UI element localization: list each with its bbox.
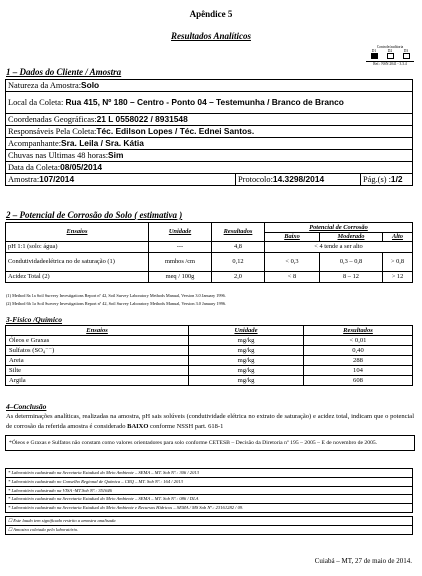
header-unit: Unidade — [149, 223, 212, 242]
disclaimer-text: ☐ Este laudo tem significado restrito a amostra analisada — [6, 516, 413, 525]
cell-test: pH 1:1 (solo: água) — [6, 242, 149, 253]
corrosion-table — [5, 222, 413, 283]
appendix-title: Apêndice 5 — [189, 9, 233, 19]
stamp-footer: Ref.: NSN 2041 - 3.3.4 — [366, 61, 414, 66]
cell-test: Areia — [6, 356, 189, 366]
corrosion-row — [6, 253, 413, 272]
lab-registrations — [5, 468, 413, 535]
lab-text: * Laboratório cadastrado na Secretaria Estadual do Meio Ambiente e Recursos Hídricos – SEMA / MS Sob Nº.: 23161282 / 09. — [6, 504, 413, 513]
lab-row — [6, 477, 413, 486]
header-test: Ensaios — [6, 223, 149, 242]
cell-result: 608 — [304, 376, 413, 386]
cell-unit: mmhos /cm — [149, 253, 212, 272]
client-cell: Responsáveis Pela Coleta:Téc. Edilson Lopes / Téc. Ednei Santos. — [6, 126, 413, 138]
header-high: Alto — [383, 232, 413, 242]
client-row — [6, 92, 413, 114]
client-cell: Acompanhante:Sra. Leila / Sra. Kátia — [6, 138, 413, 150]
client-cell: Local da Coleta: Rua 415, Nº 180 – Centro - Ponto 04 – Testemunha / Branco de Branco — [6, 92, 413, 114]
cell-high: > 0,8 — [383, 253, 413, 272]
client-row — [6, 174, 413, 186]
document-title: Resultados Analíticos — [171, 31, 251, 41]
cell-unit: meq / 100g — [149, 272, 212, 283]
physical-row — [6, 336, 413, 346]
cell-test: Acidez Total (2) — [6, 272, 149, 283]
section-physical-title: 3-Físico /Químico — [6, 315, 63, 324]
cell-unit: mg/kg — [189, 336, 304, 346]
header-result: Resultados — [212, 223, 265, 242]
header-result: Resultados — [304, 326, 413, 336]
cell-unit: mg/kg — [189, 366, 304, 376]
client-cell: Data da Coleta:08/05/2014 — [6, 162, 413, 174]
physical-row — [6, 356, 413, 366]
lab-text: * Laboratório cadastrado na Secretaria Estadual do Meio Ambiente – SEMA – MT. Sob Nº.: 306 / 2013 — [6, 469, 413, 478]
client-row — [6, 162, 413, 174]
physical-row — [6, 346, 413, 356]
physical-table — [5, 325, 413, 386]
control-stamp — [366, 45, 414, 71]
cell-low: < 0,3 — [265, 253, 320, 272]
header-low: Baixo — [265, 232, 320, 242]
lab-text: * Laboratório cadastrado na VISA -MT.Sob Nº.: 351646 — [6, 486, 413, 495]
conclusion-note: *Óleos e Graxas e Sulfatos não constam como valores orientadores para solo conforme CETESB – Decisão da Diretoria nº 195 – 2005 – E de novembro de 2005. — [5, 435, 415, 451]
cell-test: Sulfatos (SO₄⁻⁻) — [6, 346, 189, 356]
stamp-label: D2 — [387, 49, 393, 54]
cell-result: 4,8 — [212, 242, 265, 253]
method-note: (2) Method 6h 1a Soil Survery Investigations Report nº 42, Soil Survey Laboratory Methods Manual, Version 3.0 January 1996. — [6, 301, 227, 306]
cell-test: Argila — [6, 376, 189, 386]
cell-potential: < 4 tende a ser alto — [265, 242, 413, 253]
client-cell: Chuvas nas Ultimas 48 horas:Sim — [6, 150, 413, 162]
physical-row — [6, 376, 413, 386]
cell-high: > 12 — [383, 272, 413, 283]
client-cell: Coordenadas Geográficas:21 L 0558022 / 8931548 — [6, 114, 413, 126]
conclusion-text: As determinações analíticas, realizadas na amostra, pH sais solúveis (condutividade elétrica no extrato de saturação) e acidez total, indicam que o potencial de corrosão da referida amostra é considerado BAIXO conforme NSSH part. 618-1 — [6, 413, 414, 430]
section-client-title: 1 – Dados do Cliente / Amostra — [6, 67, 122, 77]
stamp-label: D1 — [371, 49, 377, 54]
cell-moderate: 0,3 – 0,8 — [320, 253, 383, 272]
header-unit: Unidade — [189, 326, 304, 336]
corrosion-row — [6, 242, 413, 253]
corrosion-header-row — [6, 223, 413, 233]
client-row — [6, 80, 413, 92]
cell-result: < 0,01 — [304, 336, 413, 346]
stamp-heading: Controle/auditoria — [376, 45, 404, 49]
page-cell: Pág.(s) :1/2 — [361, 174, 413, 186]
stamp-boxes — [366, 53, 414, 59]
client-row — [6, 150, 413, 162]
stamp-label: D3 — [403, 49, 409, 54]
client-row — [6, 138, 413, 150]
disclaimer-row — [6, 516, 413, 525]
section-corrosion-title: 2 – Potencial de Corrosão do Solo ( estimativa ) — [6, 210, 183, 220]
cell-test: Silte — [6, 366, 189, 376]
lab-row — [6, 495, 413, 504]
cell-result: 104 — [304, 366, 413, 376]
lab-text: * Laboratório cadastrado na Secretaria Estadual do Meio Ambiente – SEMA – MT. Sob Nº.: 086 / DLA — [6, 495, 413, 504]
cell-result: 0,40 — [304, 346, 413, 356]
cell-result: 288 — [304, 356, 413, 366]
protocol-cell: Protocolo:14.3298/2014 — [236, 174, 361, 186]
stamp-checkbox — [403, 53, 410, 59]
cell-result: 0,12 — [212, 253, 265, 272]
cell-test: Condutividadeelétrica no de saturação (1) — [6, 253, 149, 272]
footer-date: Cuiabá – MT, 27 de maio de 2014. — [314, 557, 412, 565]
sample-cell: Amostra:107/2014 — [6, 174, 236, 186]
cell-moderate: 8 – 12 — [320, 272, 383, 283]
cell-unit: mg/kg — [189, 356, 304, 366]
client-table — [5, 79, 413, 186]
stamp-checkbox — [371, 53, 378, 59]
header-moderate: Moderado — [320, 232, 383, 242]
cell-result: 2,0 — [212, 272, 265, 283]
physical-header-row — [6, 326, 413, 336]
lab-row — [6, 486, 413, 495]
cell-unit: mg/kg — [189, 376, 304, 386]
client-row — [6, 114, 413, 126]
cell-test: Óleos e Graxas — [6, 336, 189, 346]
disclaimer-text: ☐ Amostra coletada pelo laboratório. — [6, 525, 413, 534]
cell-low: < 8 — [265, 272, 320, 283]
lab-text: * Laboratório cadastrado no Conselho Regional de Química – CRQ – MT. Sob Nº.: 164 / 2013 — [6, 477, 413, 486]
physical-row — [6, 366, 413, 376]
disclaimer-row — [6, 525, 413, 534]
lab-row — [6, 504, 413, 513]
method-notes — [6, 292, 416, 308]
corrosion-row — [6, 272, 413, 283]
header-test: Ensaios — [6, 326, 189, 336]
client-row — [6, 126, 413, 138]
stamp-checkbox — [387, 53, 394, 59]
cell-unit: mg/kg — [189, 346, 304, 356]
lab-row — [6, 469, 413, 478]
section-conclusion-title: 4–Conclusão — [6, 402, 47, 411]
client-cell: Natureza da Amostra:Solo — [6, 80, 413, 92]
header-potential: Potencial de Corrosão — [265, 223, 413, 233]
cell-unit: --- — [149, 242, 212, 253]
method-note: (1) Method 8a 1a Soil Survery Investigations Report nº 42, Soil Survey Laboratory Methods Manual, Version 3.0 January 1996. — [6, 293, 226, 298]
